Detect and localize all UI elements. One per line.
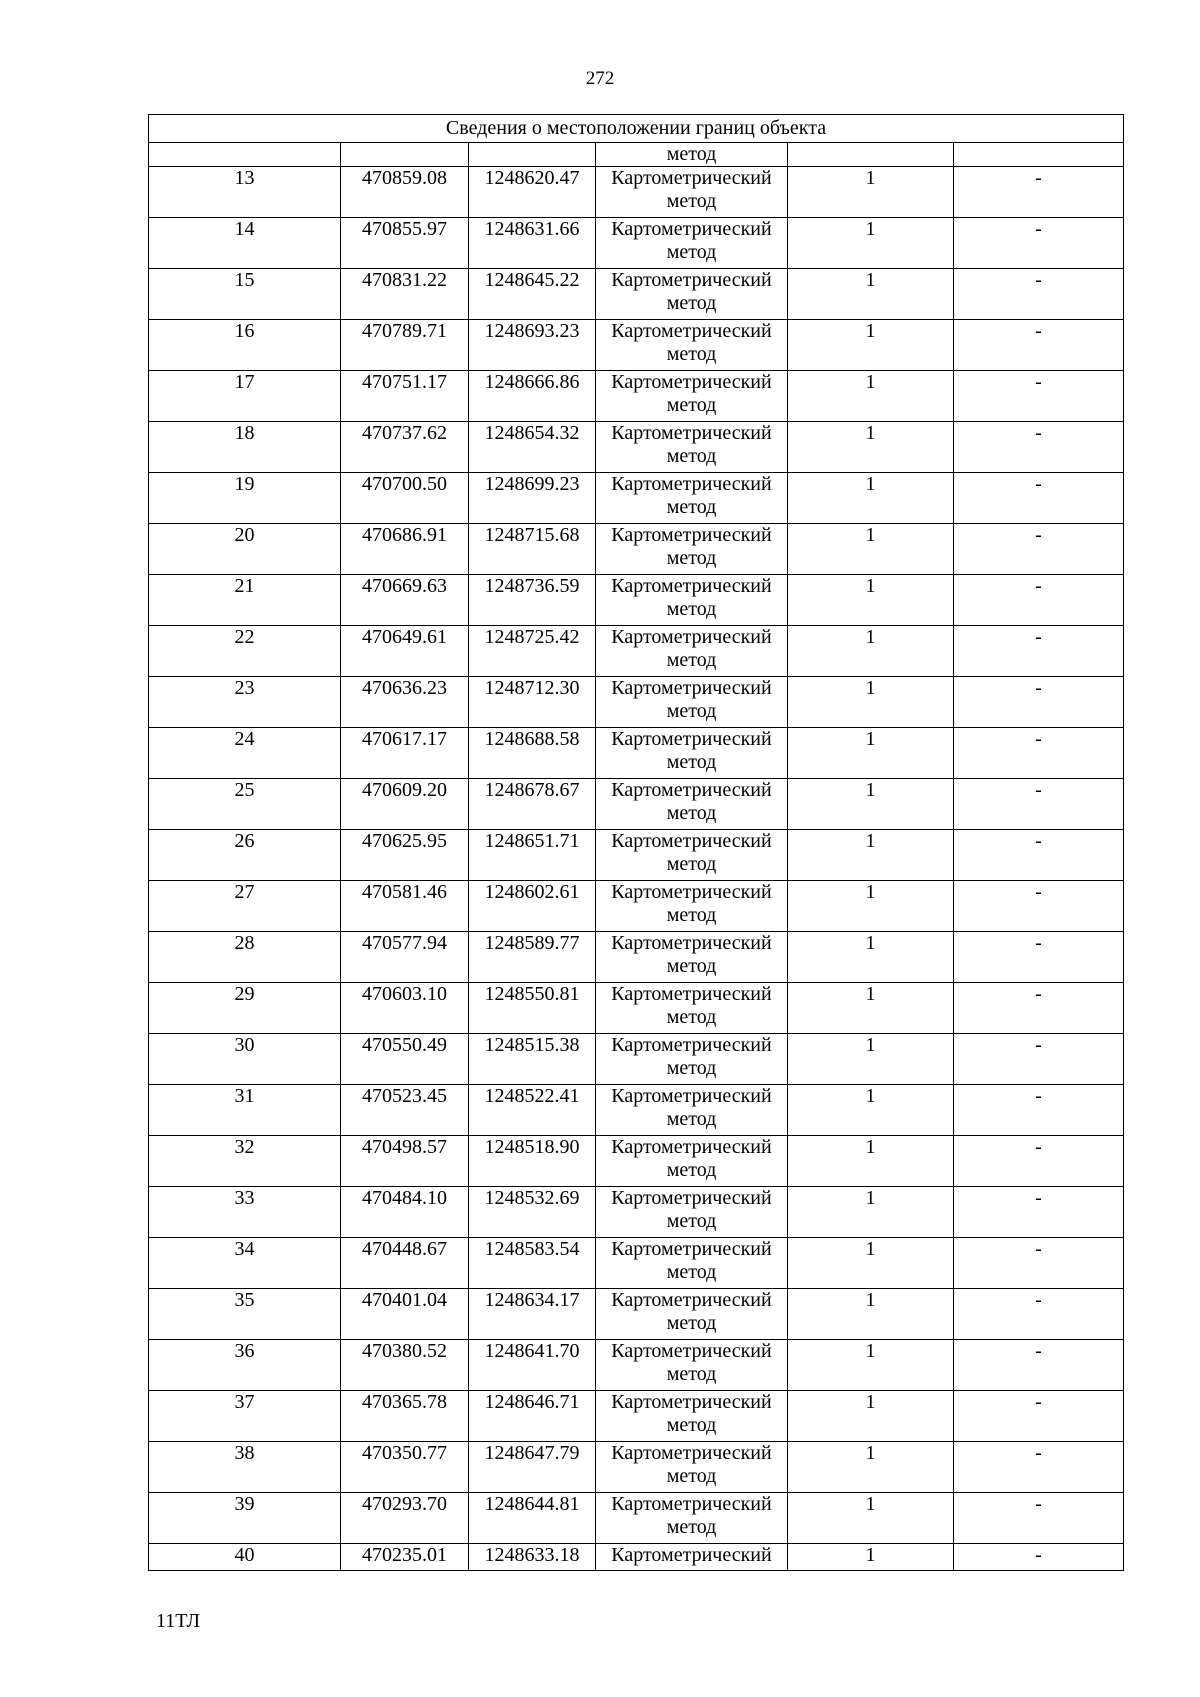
- accuracy-cell: 1: [788, 830, 954, 881]
- method-line2: метод: [666, 190, 717, 212]
- accuracy-cell: 1: [788, 422, 954, 473]
- note-cell: -: [954, 1289, 1124, 1340]
- x-coordinate-cell: 470831.22: [341, 269, 469, 320]
- method-line2: метод: [666, 1414, 717, 1436]
- method-cell: [596, 1187, 788, 1238]
- note-cell: -: [954, 1034, 1124, 1085]
- method-cell: [596, 1085, 788, 1136]
- x-coordinate-cell: 470448.67: [341, 1238, 469, 1289]
- table-row: [149, 1034, 1124, 1085]
- method-cell: [596, 728, 788, 779]
- note-cell: -: [954, 1391, 1124, 1442]
- method-cell: [596, 1340, 788, 1391]
- note-cell: -: [954, 932, 1124, 983]
- table-row: [149, 320, 1124, 371]
- method-cell: [596, 1442, 788, 1493]
- table-row: [149, 626, 1124, 677]
- point-number-cell: 16: [149, 320, 341, 371]
- method-line2: метод: [666, 802, 717, 824]
- note-cell: -: [954, 677, 1124, 728]
- note-cell: -: [954, 1085, 1124, 1136]
- y-coordinate-cell: 1248620.47: [469, 167, 596, 218]
- method-line1: Картометрический: [611, 218, 772, 240]
- method-line2: метод: [666, 1261, 717, 1283]
- method-line1: Картометрический: [611, 728, 772, 750]
- accuracy-cell: 1: [788, 218, 954, 269]
- method-line2: метод: [666, 598, 717, 620]
- method-cell: [596, 1238, 788, 1289]
- table-row: [149, 218, 1124, 269]
- point-number-cell: 22: [149, 626, 341, 677]
- method-cell: [596, 575, 788, 626]
- method-cell: [596, 881, 788, 932]
- page-number: 272: [585, 68, 615, 89]
- method-line1: Картометрический: [611, 575, 772, 597]
- point-number-cell: 33: [149, 1187, 341, 1238]
- accuracy-cell: 1: [788, 320, 954, 371]
- accuracy-cell: 1: [788, 932, 954, 983]
- method-line1: Картометрический: [611, 1289, 772, 1311]
- point-number-cell: 29: [149, 983, 341, 1034]
- accuracy-cell: 1: [788, 371, 954, 422]
- method-cell: [596, 473, 788, 524]
- note-cell: -: [954, 320, 1124, 371]
- x-coordinate-cell: 470789.71: [341, 320, 469, 371]
- method-line2: метод: [666, 1465, 717, 1487]
- method-line2: метод: [666, 649, 717, 671]
- method-cell: [596, 1136, 788, 1187]
- note-cell: -: [954, 1340, 1124, 1391]
- accuracy-cell: 1: [788, 1493, 954, 1544]
- method-line1: Картометрический: [611, 1187, 772, 1209]
- table-row: [149, 728, 1124, 779]
- x-coordinate-cell: 470669.63: [341, 575, 469, 626]
- method-cell: [596, 320, 788, 371]
- accuracy-cell: 1: [788, 1085, 954, 1136]
- method-line2: метод: [666, 1363, 717, 1385]
- note-cell: -: [954, 779, 1124, 830]
- table-row: [149, 371, 1124, 422]
- point-number-cell: 17: [149, 371, 341, 422]
- method-line2: метод: [666, 445, 717, 467]
- method-line1: Картометрический: [611, 1238, 772, 1260]
- x-coordinate-cell: 470859.08: [341, 167, 469, 218]
- x-coordinate-cell: 470365.78: [341, 1391, 469, 1442]
- x-coordinate-cell: 470700.50: [341, 473, 469, 524]
- point-number-cell: 14: [149, 218, 341, 269]
- method-line2: метод: [666, 955, 717, 977]
- table-row: [149, 167, 1124, 218]
- method-line1: Картометрический: [611, 983, 772, 1005]
- table-row: [149, 830, 1124, 881]
- method-line1: Картометрический: [611, 1034, 772, 1056]
- x-coordinate-cell: 470609.20: [341, 779, 469, 830]
- method-cell: [596, 167, 788, 218]
- accuracy-cell: 1: [788, 1391, 954, 1442]
- method-line2: метод: [666, 1159, 717, 1181]
- table-row: [149, 1085, 1124, 1136]
- method-cell: [596, 218, 788, 269]
- table-row: [149, 1493, 1124, 1544]
- x-coordinate-cell: 470751.17: [341, 371, 469, 422]
- method-cell: [596, 1034, 788, 1085]
- method-line2: метод: [666, 292, 717, 314]
- method-line2: метод: [666, 1108, 717, 1130]
- accuracy-cell: 1: [788, 626, 954, 677]
- point-number-cell: 28: [149, 932, 341, 983]
- method-line2: метод: [666, 241, 717, 263]
- y-coordinate-cell: 1248644.81: [469, 1493, 596, 1544]
- x-coordinate-cell: 470855.97: [341, 218, 469, 269]
- table-row: [149, 575, 1124, 626]
- method-line1: Картометрический: [611, 524, 772, 546]
- method-cell: [596, 932, 788, 983]
- x-coordinate-cell: 470737.62: [341, 422, 469, 473]
- method-cell: [596, 371, 788, 422]
- method-line1: Картометрический: [611, 167, 772, 189]
- y-coordinate-cell: 1248646.71: [469, 1391, 596, 1442]
- method-line2: метод: [666, 853, 717, 875]
- method-line1: Картометрический: [611, 422, 772, 444]
- method-line2: метод: [666, 547, 717, 569]
- method-line2: метод: [666, 343, 717, 365]
- point-number-cell: 26: [149, 830, 341, 881]
- point-number-cell: 35: [149, 1289, 341, 1340]
- method-line1: Картометрический: [611, 779, 772, 801]
- x-coordinate-cell: 470498.57: [341, 1136, 469, 1187]
- carryover-empty-cell: [149, 143, 341, 167]
- accuracy-cell: 1: [788, 1544, 954, 1571]
- point-number-cell: 20: [149, 524, 341, 575]
- y-coordinate-cell: 1248678.67: [469, 779, 596, 830]
- y-coordinate-cell: 1248712.30: [469, 677, 596, 728]
- x-coordinate-cell: 470625.95: [341, 830, 469, 881]
- y-coordinate-cell: 1248550.81: [469, 983, 596, 1034]
- point-number-cell: 32: [149, 1136, 341, 1187]
- point-number-cell: 19: [149, 473, 341, 524]
- method-line1: Картометрический: [611, 626, 772, 648]
- note-cell: -: [954, 1493, 1124, 1544]
- method-cell: [596, 1289, 788, 1340]
- method-line1: Картометрический: [611, 830, 772, 852]
- method-cell: [596, 830, 788, 881]
- note-cell: -: [954, 1238, 1124, 1289]
- note-cell: -: [954, 1136, 1124, 1187]
- x-coordinate-cell: 470603.10: [341, 983, 469, 1034]
- y-coordinate-cell: 1248634.17: [469, 1289, 596, 1340]
- method-line1: Картометрический: [611, 1391, 772, 1413]
- note-cell: -: [954, 422, 1124, 473]
- method-line1: Картометрический: [611, 1136, 772, 1158]
- x-coordinate-cell: 470550.49: [341, 1034, 469, 1085]
- y-coordinate-cell: 1248522.41: [469, 1085, 596, 1136]
- method-line1: Картометрический: [611, 1493, 772, 1515]
- table-row: [149, 983, 1124, 1034]
- y-coordinate-cell: 1248641.70: [469, 1340, 596, 1391]
- point-number-cell: 24: [149, 728, 341, 779]
- table-row: [149, 881, 1124, 932]
- method-line2: метод: [666, 394, 717, 416]
- carryover-row: [149, 143, 1124, 167]
- method-cell: [596, 422, 788, 473]
- table-row: [149, 473, 1124, 524]
- x-coordinate-cell: 470401.04: [341, 1289, 469, 1340]
- method-line2: метод: [666, 496, 717, 518]
- point-number-cell: 39: [149, 1493, 341, 1544]
- y-coordinate-cell: 1248654.32: [469, 422, 596, 473]
- method-line2: метод: [666, 1057, 717, 1079]
- method-line1: Картометрический: [611, 1442, 772, 1464]
- method-line1: Картометрический: [611, 1085, 772, 1107]
- point-number-cell: 40: [149, 1544, 341, 1571]
- y-coordinate-cell: 1248633.18: [469, 1544, 596, 1571]
- method-line1: Картометрический: [611, 473, 772, 495]
- accuracy-cell: 1: [788, 473, 954, 524]
- point-number-cell: 23: [149, 677, 341, 728]
- point-number-cell: 34: [149, 1238, 341, 1289]
- accuracy-cell: 1: [788, 1238, 954, 1289]
- carryover-empty-cell: [341, 143, 469, 167]
- y-coordinate-cell: 1248645.22: [469, 269, 596, 320]
- accuracy-cell: 1: [788, 728, 954, 779]
- method-line1: Картометрический: [611, 320, 772, 342]
- method-cell: Картометрический: [596, 1544, 788, 1571]
- y-coordinate-cell: 1248532.69: [469, 1187, 596, 1238]
- point-number-cell: 31: [149, 1085, 341, 1136]
- point-number-cell: 27: [149, 881, 341, 932]
- y-coordinate-cell: 1248688.58: [469, 728, 596, 779]
- accuracy-cell: 1: [788, 1340, 954, 1391]
- table-caption-row: [149, 115, 1124, 143]
- point-number-cell: 38: [149, 1442, 341, 1493]
- y-coordinate-cell: 1248715.68: [469, 524, 596, 575]
- accuracy-cell: 1: [788, 1289, 954, 1340]
- method-line2: метод: [666, 1312, 717, 1334]
- x-coordinate-cell: 470577.94: [341, 932, 469, 983]
- y-coordinate-cell: 1248666.86: [469, 371, 596, 422]
- method-line2: метод: [666, 751, 717, 773]
- x-coordinate-cell: 470350.77: [341, 1442, 469, 1493]
- method-cell: [596, 524, 788, 575]
- note-cell: -: [954, 728, 1124, 779]
- method-line1: Картометрический: [611, 881, 772, 903]
- table-row: [149, 1340, 1124, 1391]
- method-cell: [596, 626, 788, 677]
- boundary-coordinates-table: [148, 114, 1124, 1571]
- accuracy-cell: 1: [788, 983, 954, 1034]
- method-cell: [596, 779, 788, 830]
- method-cell: [596, 983, 788, 1034]
- accuracy-cell: 1: [788, 1136, 954, 1187]
- carryover-empty-cell: [469, 143, 596, 167]
- table-row: [149, 677, 1124, 728]
- table-row: [149, 932, 1124, 983]
- accuracy-cell: 1: [788, 881, 954, 932]
- accuracy-cell: 1: [788, 269, 954, 320]
- note-cell: -: [954, 1442, 1124, 1493]
- point-number-cell: 37: [149, 1391, 341, 1442]
- note-cell: -: [954, 830, 1124, 881]
- table-row: [149, 1289, 1124, 1340]
- accuracy-cell: 1: [788, 1187, 954, 1238]
- point-number-cell: 18: [149, 422, 341, 473]
- carryover-empty-cell: [954, 143, 1124, 167]
- note-cell: -: [954, 524, 1124, 575]
- method-line1: Картометрический: [611, 371, 772, 393]
- y-coordinate-cell: 1248693.23: [469, 320, 596, 371]
- carryover-method-tail: метод: [596, 143, 788, 167]
- note-cell: -: [954, 473, 1124, 524]
- table-row: [149, 269, 1124, 320]
- accuracy-cell: 1: [788, 1034, 954, 1085]
- x-coordinate-cell: 470636.23: [341, 677, 469, 728]
- y-coordinate-cell: 1248602.61: [469, 881, 596, 932]
- note-cell: -: [954, 626, 1124, 677]
- note-cell: -: [954, 881, 1124, 932]
- method-cell: [596, 1391, 788, 1442]
- table-row: [149, 524, 1124, 575]
- method-line1: Картометрический: [611, 1340, 772, 1362]
- note-cell: -: [954, 983, 1124, 1034]
- y-coordinate-cell: 1248589.77: [469, 932, 596, 983]
- x-coordinate-cell: 470235.01: [341, 1544, 469, 1571]
- note-cell: -: [954, 575, 1124, 626]
- note-cell: -: [954, 371, 1124, 422]
- accuracy-cell: 1: [788, 677, 954, 728]
- point-number-cell: 15: [149, 269, 341, 320]
- y-coordinate-cell: 1248518.90: [469, 1136, 596, 1187]
- x-coordinate-cell: 470617.17: [341, 728, 469, 779]
- accuracy-cell: 1: [788, 1442, 954, 1493]
- x-coordinate-cell: 470484.10: [341, 1187, 469, 1238]
- method-line1: Картометрический: [611, 269, 772, 291]
- accuracy-cell: 1: [788, 167, 954, 218]
- table-caption: Сведения о местоположении границ объекта: [149, 115, 1124, 143]
- table-row-last: [149, 1544, 1124, 1571]
- y-coordinate-cell: 1248699.23: [469, 473, 596, 524]
- note-cell: -: [954, 269, 1124, 320]
- method-cell: [596, 677, 788, 728]
- y-coordinate-cell: 1248736.59: [469, 575, 596, 626]
- point-number-cell: 30: [149, 1034, 341, 1085]
- table-row: [149, 779, 1124, 830]
- note-cell: -: [954, 167, 1124, 218]
- note-cell: -: [954, 1544, 1124, 1571]
- accuracy-cell: 1: [788, 779, 954, 830]
- accuracy-cell: 1: [788, 524, 954, 575]
- x-coordinate-cell: 470523.45: [341, 1085, 469, 1136]
- x-coordinate-cell: 470581.46: [341, 881, 469, 932]
- note-cell: -: [954, 1187, 1124, 1238]
- accuracy-cell: 1: [788, 575, 954, 626]
- method-line2: метод: [666, 1006, 717, 1028]
- x-coordinate-cell: 470293.70: [341, 1493, 469, 1544]
- y-coordinate-cell: 1248583.54: [469, 1238, 596, 1289]
- point-number-cell: 25: [149, 779, 341, 830]
- y-coordinate-cell: 1248631.66: [469, 218, 596, 269]
- method-line2: метод: [666, 700, 717, 722]
- table-row: [149, 1187, 1124, 1238]
- y-coordinate-cell: 1248515.38: [469, 1034, 596, 1085]
- point-number-cell: 21: [149, 575, 341, 626]
- method-line1: Картометрический: [611, 677, 772, 699]
- point-number-cell: 13: [149, 167, 341, 218]
- method-line2: метод: [666, 1516, 717, 1538]
- table-row: [149, 1238, 1124, 1289]
- x-coordinate-cell: 470649.61: [341, 626, 469, 677]
- x-coordinate-cell: 470686.91: [341, 524, 469, 575]
- method-cell: [596, 269, 788, 320]
- method-cell: [596, 1493, 788, 1544]
- x-coordinate-cell: 470380.52: [341, 1340, 469, 1391]
- y-coordinate-cell: 1248651.71: [469, 830, 596, 881]
- footer-code: 11ТЛ: [156, 1610, 201, 1632]
- y-coordinate-cell: 1248647.79: [469, 1442, 596, 1493]
- method-line2: метод: [666, 1210, 717, 1232]
- table-row: [149, 1391, 1124, 1442]
- point-number-cell: 36: [149, 1340, 341, 1391]
- table-row: [149, 422, 1124, 473]
- method-line2: метод: [666, 904, 717, 926]
- table-row: [149, 1136, 1124, 1187]
- carryover-empty-cell: [788, 143, 954, 167]
- y-coordinate-cell: 1248725.42: [469, 626, 596, 677]
- method-line1: Картометрический: [611, 932, 772, 954]
- table-row: [149, 1442, 1124, 1493]
- note-cell: -: [954, 218, 1124, 269]
